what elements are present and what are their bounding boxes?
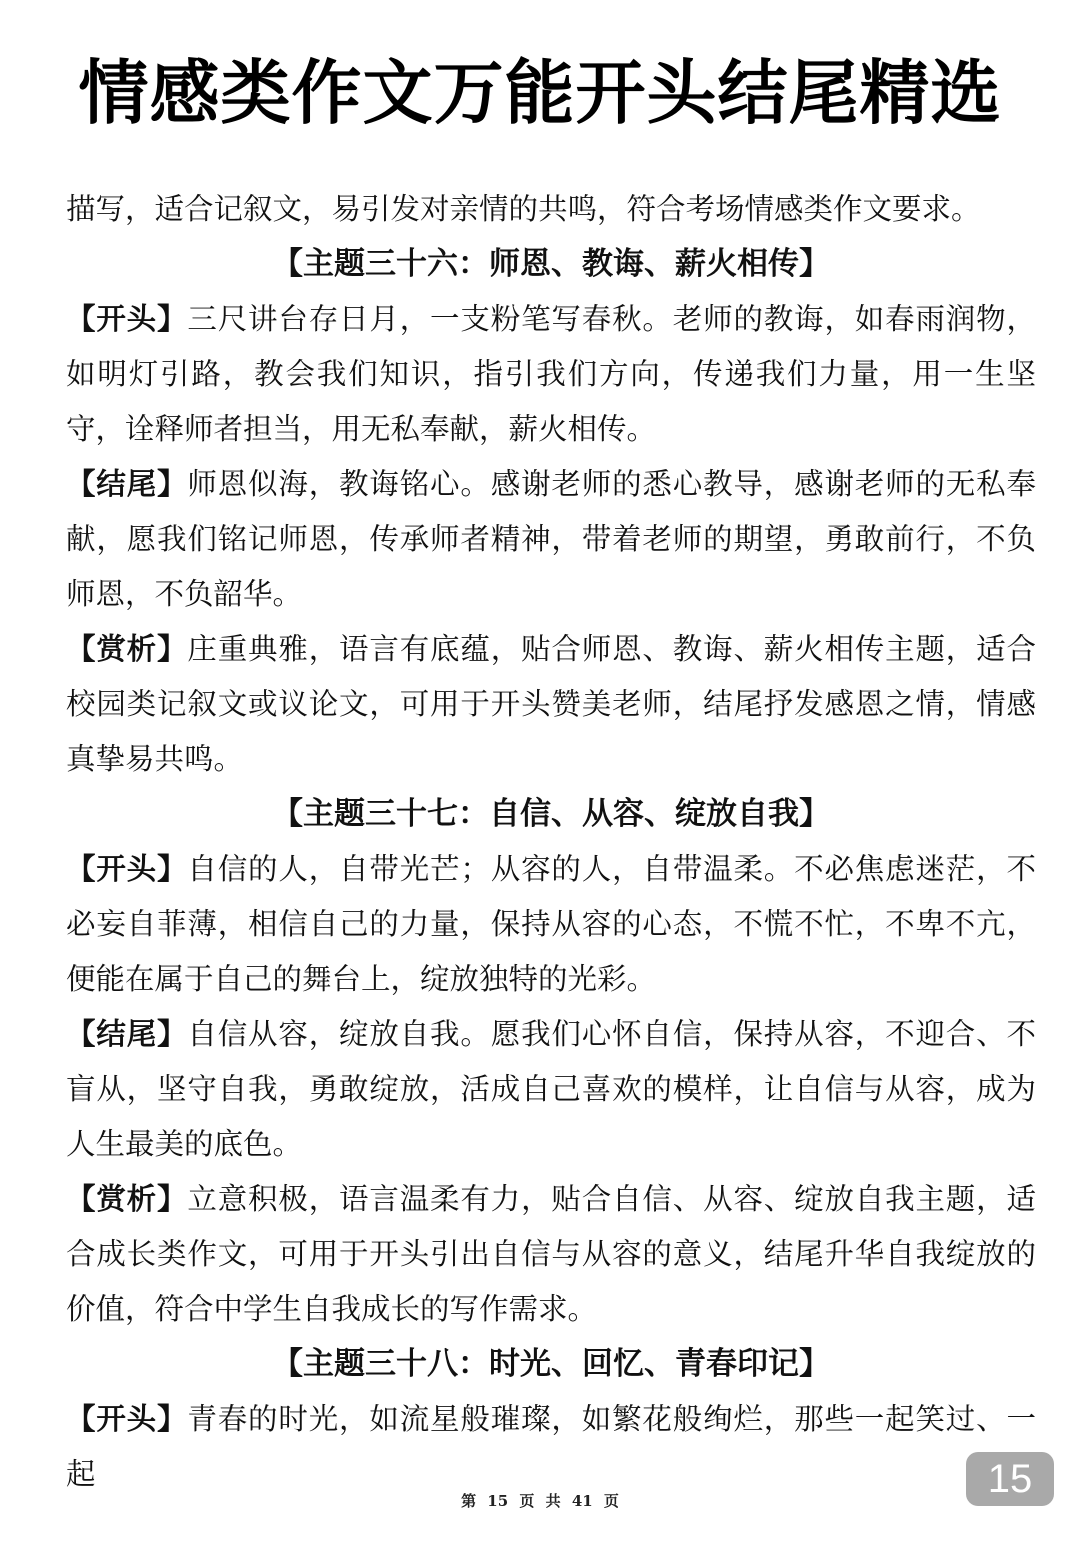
analysis-paragraph-36 bbox=[66, 622, 1036, 787]
opening-paragraph-38 bbox=[66, 1392, 1036, 1502]
section-heading-37: 【主题三十七：自信、从容、绽放自我】 bbox=[272, 796, 830, 832]
ending-tag: 【结尾】 bbox=[66, 1017, 188, 1051]
analysis-paragraph-37 bbox=[66, 1172, 1036, 1337]
ending-paragraph-36 bbox=[66, 457, 1036, 622]
ending-text: 师恩似海，教诲铭心。感谢老师的悉心教导，感谢老师的无私奉献，愿我们铭记师恩，传承师者精神，带着老师的期望，勇敢前行，不负师恩，不负韶华。 bbox=[66, 467, 1036, 611]
ending-tag: 【结尾】 bbox=[66, 467, 188, 501]
opening-paragraph-37 bbox=[66, 842, 1036, 1007]
opening-paragraph-36 bbox=[66, 292, 1036, 457]
page-title: 情感类作文万能开头结尾精选 bbox=[78, 52, 1002, 134]
section-heading-38: 【主题三十八：时光、回忆、青春印记】 bbox=[272, 1346, 830, 1382]
page-footer: 第 15 页 共 41 页 bbox=[461, 1492, 619, 1510]
analysis-text: 庄重典雅，语言有底蕴，贴合师恩、教诲、薪火相传主题，适合校园类记叙文或议论文，可用于开头赞美老师，结尾抒发感恩之情，情感真挚易共鸣。 bbox=[66, 632, 1036, 776]
opening-tag: 【开头】 bbox=[66, 1402, 188, 1436]
analysis-tag: 【赏析】 bbox=[66, 632, 188, 666]
analysis-text: 立意积极，语言温柔有力，贴合自信、从容、绽放自我主题，适合成长类作文，可用于开头引出自信与从容的意义，结尾升华自我绽放的价值，符合中学生自我成长的写作需求。 bbox=[66, 1182, 1036, 1326]
intro-paragraph: 描写，适合记叙文，易引发对亲情的共鸣，符合考场情感类作文要求。 bbox=[66, 192, 981, 226]
document-body bbox=[66, 182, 1036, 1502]
opening-tag: 【开头】 bbox=[66, 302, 188, 336]
ending-text: 自信从容，绽放自我。愿我们心怀自信，保持从容，不迎合、不盲从，坚守自我，勇敢绽放，活成自己喜欢的模样，让自信与从容，成为人生最美的底色。 bbox=[66, 1017, 1036, 1161]
opening-text: 青春的时光，如流星般璀璨，如繁花般绚烂，那些一起笑过、一起 bbox=[66, 1402, 1036, 1491]
ending-paragraph-37 bbox=[66, 1007, 1036, 1172]
analysis-tag: 【赏析】 bbox=[66, 1182, 188, 1216]
opening-text: 三尺讲台存日月，一支粉笔写春秋。老师的教诲，如春雨润物，如明灯引路，教会我们知识，指引我们方向，传递我们力量，用一生坚守，诠释师者担当，用无私奉献，薪火相传。 bbox=[66, 302, 1036, 446]
page-number-badge: 15 bbox=[966, 1452, 1054, 1506]
opening-text: 自信的人，自带光芒；从容的人，自带温柔。不必焦虑迷茫，不必妄自菲薄，相信自己的力量，保持从容的心态，不慌不忙，不卑不亢，便能在属于自己的舞台上，绽放独特的光彩。 bbox=[66, 852, 1036, 996]
section-heading-36: 【主题三十六：师恩、教诲、薪火相传】 bbox=[272, 246, 830, 282]
opening-tag: 【开头】 bbox=[66, 852, 188, 886]
